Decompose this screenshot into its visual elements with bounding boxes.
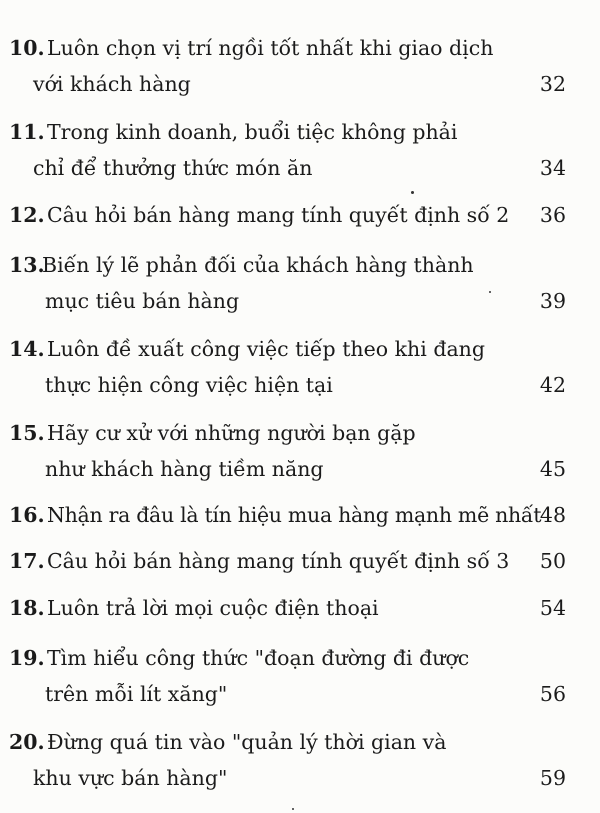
entry-number: 18. — [9, 596, 45, 620]
entry-page-number: 50 — [539, 549, 566, 573]
entry-page-number: 39 — [539, 289, 566, 313]
entry-page-number: 36 — [539, 203, 566, 227]
entry-number: 12. — [9, 203, 45, 227]
entry-number: 16. — [9, 503, 45, 527]
entry-title-line2: khu vực bán hàng" — [33, 766, 228, 790]
entry-number: 11. — [9, 120, 45, 144]
entry-title-line1: Biến lý lẽ phản đối của khách hàng thành — [42, 253, 474, 277]
entry-page-number: 48 — [539, 503, 566, 527]
entry-number: 15. — [9, 421, 45, 445]
entry-title-line2: như khách hàng tiềm năng — [45, 457, 324, 481]
entry-title-line1: Tìm hiểu công thức "đoạn đường đi được — [47, 646, 470, 670]
entry-title-line1: Nhận ra đâu là tín hiệu mua hàng mạnh mẽ nhất — [47, 503, 542, 527]
entry-number: 17. — [9, 549, 45, 573]
entry-number: 14. — [9, 337, 45, 361]
entry-title-line2: trên mỗi lít xăng" — [45, 682, 228, 706]
entry-number: 10. — [9, 36, 45, 60]
entry-page-number: 54 — [539, 596, 566, 620]
entry-title-line1: Đừng quá tin vào "quản lý thời gian và — [47, 730, 447, 754]
entry-number: 19. — [9, 646, 45, 670]
entry-page-number: 34 — [539, 156, 566, 180]
entry-title-line1: Luôn đề xuất công việc tiếp theo khi đang — [47, 337, 485, 361]
entry-title-line1: Hãy cư xử với những người bạn gặp — [47, 421, 416, 445]
entry-page-number: 45 — [539, 457, 566, 481]
entry-page-number: 56 — [539, 682, 566, 706]
print-speck — [489, 291, 491, 293]
entry-number: 13. — [9, 253, 45, 277]
print-speck — [292, 808, 294, 810]
entry-title-line1: Luôn chọn vị trí ngồi tốt nhất khi giao dịch — [47, 36, 494, 60]
entry-title-line2: với khách hàng — [33, 72, 191, 96]
entry-title-line1: Trong kinh doanh, buổi tiệc không phải — [47, 120, 458, 144]
entry-title-line1: Luôn trả lời mọi cuộc điện thoại — [47, 596, 379, 620]
entry-title-line1: Câu hỏi bán hàng mang tính quyết định số 2 — [47, 203, 510, 227]
entry-title-line2: mục tiêu bán hàng — [45, 289, 240, 313]
print-speck — [411, 191, 414, 194]
entry-page-number: 59 — [539, 766, 566, 790]
entry-title-line1: Câu hỏi bán hàng mang tính quyết định số 3 — [47, 549, 510, 573]
entry-title-line2: chỉ để thưởng thức món ăn — [33, 156, 313, 180]
entry-number: 20. — [9, 730, 45, 754]
entry-page-number: 42 — [539, 373, 566, 397]
entry-page-number: 32 — [539, 72, 566, 96]
entry-title-line2: thực hiện công việc hiện tại — [45, 373, 333, 397]
